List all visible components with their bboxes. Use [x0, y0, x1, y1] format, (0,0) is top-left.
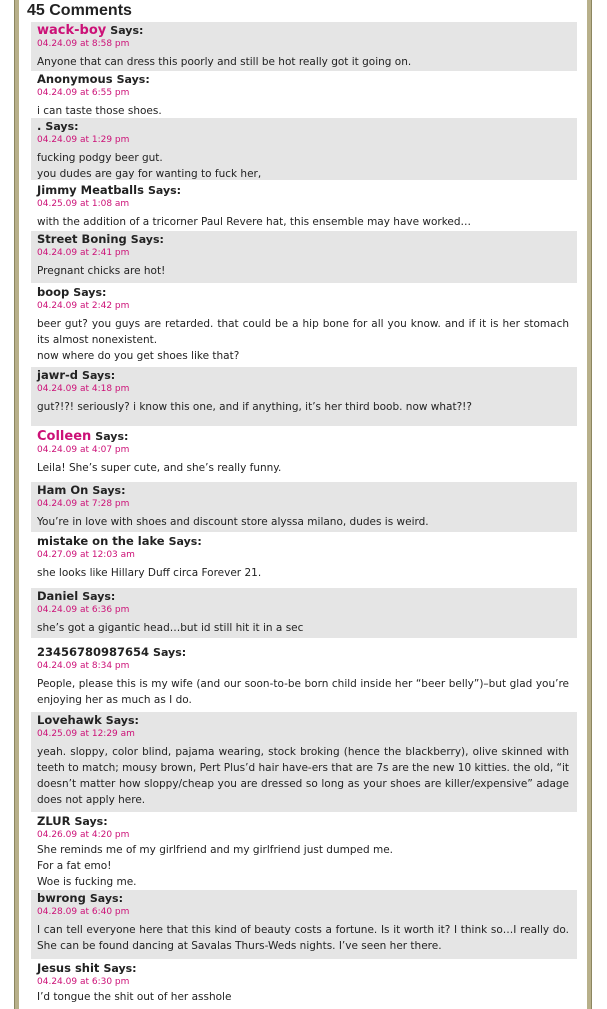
comment-text: with the addition of a tricorner Paul Revere hat, this ensemble may have worked… [37, 216, 472, 228]
comment [31, 533, 577, 587]
comment [31, 712, 577, 812]
comment-date[interactable]: 04.24.09 at 2:42 pm [37, 301, 130, 311]
comment-author: Lovehawk [37, 713, 102, 727]
comment-date[interactable]: 04.27.09 at 12:03 am [37, 550, 135, 560]
comment-text: Anyone that can dress this poorly and still be hot really got it going on. [37, 56, 412, 68]
comment-text: You’re in love with shoes and discount store alyssa milano, dudes is weird. [37, 516, 429, 528]
comment-text: she looks like Hillary Duff circa Forever 21. [37, 567, 262, 579]
comment-text: you dudes are gay for wanting to fuck her, [37, 168, 262, 180]
comment [31, 71, 577, 118]
comment-author: Daniel [37, 589, 79, 603]
comment-author-link[interactable]: Colleen [37, 429, 92, 444]
comment-text: I can tell everyone here that this kind of beauty costs a fortune. Is it worth it? I think so…I really do. She can be found dancing at Savalas Thurs-Weds nights. I’ve seen her there. [37, 924, 569, 952]
comment-date[interactable]: 04.24.09 at 6:36 pm [37, 605, 130, 615]
says-label: Says: [95, 430, 129, 443]
comment-text: Pregnant chicks are hot! [37, 265, 166, 277]
comment [31, 367, 577, 426]
says-label: Says: [105, 714, 139, 727]
comment-author: bwrong [37, 891, 86, 905]
says-label: Says: [82, 590, 116, 603]
comment [31, 890, 577, 959]
comment-date[interactable]: 04.24.09 at 8:34 pm [37, 661, 130, 671]
comment-author: Street Boning [37, 232, 127, 246]
says-label: Says: [168, 535, 202, 548]
comment [31, 960, 577, 1008]
says-label: Says: [82, 369, 116, 382]
comment-date[interactable]: 04.25.09 at 12:29 am [37, 729, 135, 739]
comment-text: yeah. sloppy, color blind, pajama wearing, stock broking (hence the blackberry), olive skinned with teeth to match; mousy brown, Pert Plus’d hair have-ers that are 7s are the new 10 kitties. the old, “it doesn’t matter how sloppy/cheap you are dressed so long as your shoes are killer/expensive” adage does not apply here. [37, 746, 569, 806]
comment-date[interactable]: 04.26.09 at 4:20 pm [37, 830, 130, 840]
comment-text: For a fat emo! [37, 860, 112, 872]
says-label: Says: [147, 184, 182, 197]
comment-text: now where do you get shoes like that? [37, 350, 240, 362]
comment-date[interactable]: 04.24.09 at 4:18 pm [37, 384, 130, 394]
comment-date[interactable]: 04.24.09 at 1:29 pm [37, 135, 130, 145]
says-label: Says: [74, 815, 108, 828]
comment-author: . [37, 119, 42, 133]
says-label: Says: [153, 646, 187, 659]
comment [31, 813, 577, 888]
comment-text: i can taste those shoes. [37, 105, 162, 117]
comment-text: fucking podgy beer gut. [37, 152, 163, 164]
comment-text: People, please this is my wife (and our soon-to-be born child inside her “beer belly”)–but glad you’re enjoying her as much as I do. [37, 678, 569, 706]
comment [31, 231, 577, 283]
comment [31, 118, 577, 180]
comment-author: Jesus shit [37, 961, 100, 975]
left-border [14, 0, 19, 1009]
comment-text: gut?!?! seriously? i know this one, and if anything, it’s her third boob. now what?!? [37, 401, 472, 413]
comment-text: I’d tongue the shit out of her asshole [37, 991, 232, 1003]
says-label: Says: [92, 484, 126, 497]
says-label: Says: [89, 892, 123, 905]
comment-author-link[interactable]: wack-boy [37, 23, 107, 38]
says-label: Says: [73, 286, 107, 299]
comment-date[interactable]: 04.24.09 at 2:41 pm [37, 248, 130, 258]
says-label: Says: [130, 233, 164, 246]
says-label: Says: [45, 120, 79, 133]
comment [31, 588, 577, 638]
says-label: Says: [116, 73, 150, 86]
comment [31, 644, 577, 710]
comment-author: ZLUR [37, 814, 71, 828]
comment-text: beer gut? you guys are retarded. that could be a hip bone for all you know. and if it is her stomach its almost nonexistent. [37, 318, 569, 346]
comment-date[interactable]: 04.25.09 at 1:08 am [37, 199, 130, 209]
comment-date[interactable]: 04.24.09 at 6:30 pm [37, 977, 130, 987]
comment [31, 182, 577, 231]
comment-date[interactable]: 04.24.09 at 7:28 pm [37, 499, 130, 509]
comment-date[interactable]: 04.28.09 at 6:40 pm [37, 907, 130, 917]
comment-author: boop [37, 285, 70, 299]
comments-heading: 45 Comments [27, 2, 132, 19]
comment-text: Leila! She’s super cute, and she’s really funny. [37, 462, 282, 474]
comment-date[interactable]: 04.24.09 at 6:55 pm [37, 88, 130, 98]
comment-text: Woe is fucking me. [37, 876, 137, 888]
comment-author: jawr-d [37, 368, 79, 382]
comment-date[interactable]: 04.24.09 at 8:58 pm [37, 39, 130, 49]
comment-date[interactable]: 04.24.09 at 4:07 pm [37, 445, 130, 455]
right-border [587, 0, 592, 1009]
says-label: Says: [110, 24, 144, 37]
says-label: Says: [103, 962, 137, 975]
comment-author: Jimmy Meatballs [37, 183, 144, 197]
comment-author: mistake on the lake [37, 534, 165, 548]
comment [31, 284, 577, 366]
comment [31, 482, 577, 532]
comment-text: She reminds me of my girlfriend and my girlfriend just dumped me. [37, 844, 394, 856]
comment [31, 22, 577, 71]
comment-author: 23456780987654 [37, 645, 150, 659]
comment-text: she’s got a gigantic head…but id still hit it in a sec [37, 622, 304, 634]
comment-author: Anonymous [37, 72, 113, 86]
comment [31, 428, 577, 480]
comment-author: Ham On [37, 483, 89, 497]
